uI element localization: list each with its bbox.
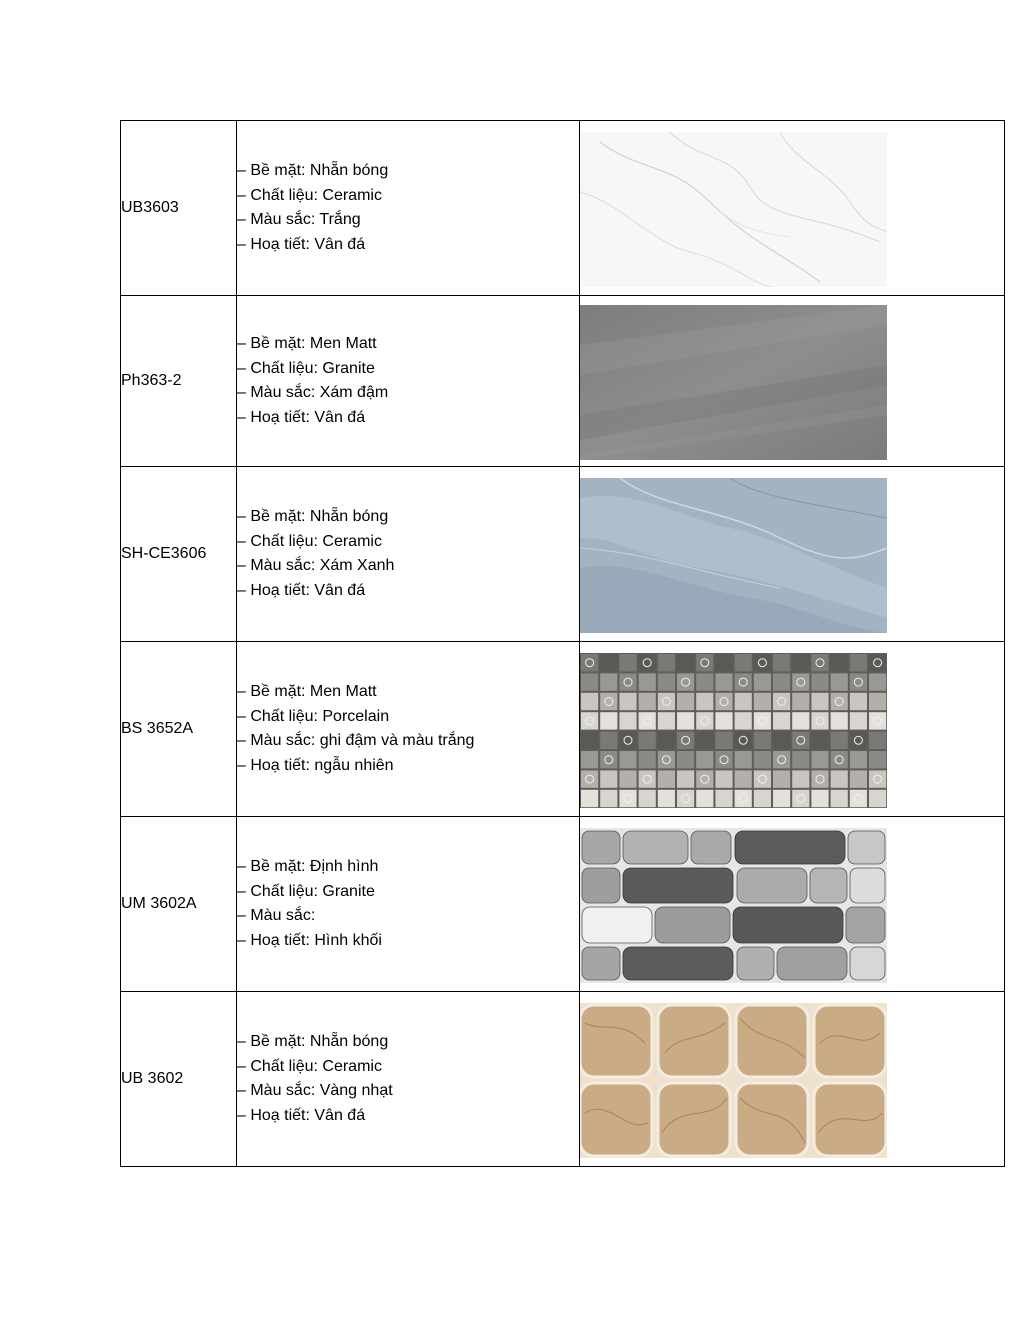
product-code: SH-CE3606 bbox=[121, 467, 237, 642]
table-row bbox=[121, 121, 1005, 296]
white-marble-tile-image bbox=[580, 132, 887, 287]
tile-spec-table bbox=[120, 120, 1005, 1167]
tile-image-cell bbox=[580, 467, 1005, 642]
spec-color: – Màu sắc: bbox=[237, 907, 316, 924]
spec-material: – Chất liệu: Porcelain bbox=[237, 707, 390, 725]
product-specs bbox=[237, 642, 580, 817]
table-row bbox=[121, 642, 1005, 817]
product-code: UB 3602 bbox=[121, 992, 237, 1167]
table-row bbox=[121, 296, 1005, 467]
beige-marble-tile-image bbox=[580, 1003, 887, 1158]
spec-pattern: – Hoạ tiết: Vân đá bbox=[237, 235, 366, 253]
spec-material: – Chất liệu: Ceramic bbox=[237, 1057, 382, 1075]
spec-material: – Chất liệu: Ceramic bbox=[237, 532, 382, 550]
product-code: UM 3602A bbox=[121, 817, 237, 992]
spec-surface: – Bề mặt: Nhẵn bóng bbox=[237, 162, 389, 179]
spec-surface: – Bề mặt: Nhẵn bóng bbox=[237, 508, 389, 525]
product-specs bbox=[237, 296, 580, 467]
tile-image-cell bbox=[580, 992, 1005, 1167]
spec-material: – Chất liệu: Ceramic bbox=[237, 186, 382, 204]
product-specs bbox=[237, 467, 580, 642]
spec-color: – Màu sắc: Trắng bbox=[237, 211, 361, 228]
table-row bbox=[121, 467, 1005, 642]
spec-surface: – Bề mặt: Men Matt bbox=[237, 683, 377, 700]
dark-grey-stone-tile-image bbox=[580, 305, 887, 460]
product-code: Ph363-2 bbox=[121, 296, 237, 467]
spec-surface: – Bề mặt: Men Matt bbox=[237, 335, 377, 352]
spec-surface: – Bề mặt: Định hình bbox=[237, 858, 379, 875]
spec-pattern: – Hoạ tiết: ngẫu nhiên bbox=[237, 756, 394, 774]
product-specs bbox=[237, 817, 580, 992]
product-code: UB3603 bbox=[121, 121, 237, 296]
spec-color: – Màu sắc: Vàng nhạt bbox=[237, 1082, 393, 1099]
tile-image-cell bbox=[580, 121, 1005, 296]
spec-pattern: – Hoạ tiết: Vân đá bbox=[237, 581, 366, 599]
spec-color: – Màu sắc: Xám Xanh bbox=[237, 557, 395, 574]
spec-surface: – Bề mặt: Nhẵn bóng bbox=[237, 1033, 389, 1050]
spec-color: – Màu sắc: Xám đậm bbox=[237, 384, 389, 401]
spec-pattern: – Hoạ tiết: Vân đá bbox=[237, 408, 366, 426]
blue-grey-marble-tile-image bbox=[580, 478, 887, 633]
patchwork-tile-image bbox=[580, 653, 887, 808]
product-specs bbox=[237, 121, 580, 296]
spec-material: – Chất liệu: Granite bbox=[237, 359, 375, 377]
spec-pattern: – Hoạ tiết: Vân đá bbox=[237, 1106, 366, 1124]
product-code: BS 3652A bbox=[121, 642, 237, 817]
tile-image-cell bbox=[580, 296, 1005, 467]
spec-color: – Màu sắc: ghi đậm và màu trắng bbox=[237, 732, 475, 749]
tile-image-cell bbox=[580, 642, 1005, 817]
table-row bbox=[121, 992, 1005, 1167]
product-specs bbox=[237, 992, 580, 1167]
tile-image-cell bbox=[580, 817, 1005, 992]
spec-pattern: – Hoạ tiết: Hình khối bbox=[237, 931, 382, 949]
table-row bbox=[121, 817, 1005, 992]
block-pattern-tile-image bbox=[580, 828, 887, 983]
spec-material: – Chất liệu: Granite bbox=[237, 882, 375, 900]
